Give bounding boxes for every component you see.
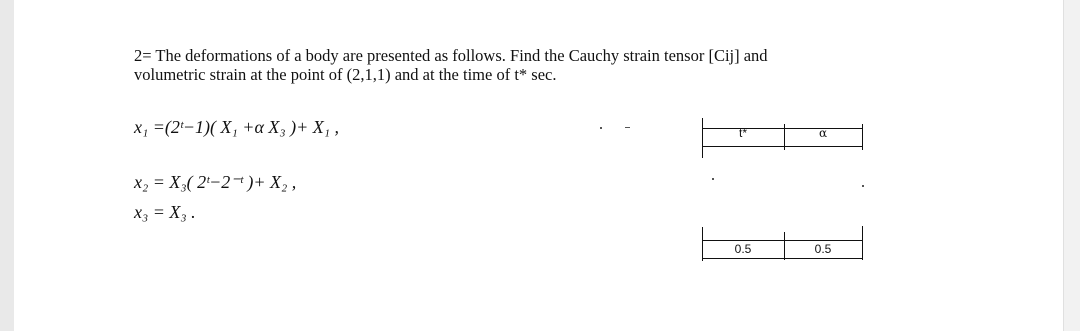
values-left-rule — [702, 227, 703, 261]
problem-line-2: volumetric strain at the point of (2,1,1) and at the time of t* sec. — [134, 65, 557, 84]
values-mid-rule — [784, 232, 785, 260]
equation-x3: x₃ = X₃ . — [134, 202, 196, 222]
table-header-t: t* — [738, 126, 747, 140]
values-right-rule — [862, 226, 863, 260]
problem-line-1: 2= The deformations of a body are presented as follows. Find the Cauchy strain tensor [Cij] and — [134, 46, 768, 65]
scan-dot — [712, 178, 714, 180]
scan-dot — [600, 127, 602, 129]
table-value-t: 0.5 — [734, 242, 752, 256]
table-bottom-rule — [702, 146, 862, 147]
table-right-rule — [862, 124, 863, 150]
table-left-rule — [702, 118, 703, 158]
equation-x1: x₁ =(2ᵗ−1)( X₁ +α X₃ )+ X₁ , — [134, 117, 340, 137]
equation-x2: x₂ = X₃( 2ᵗ−2⁻ᵗ )+ X₂ , — [134, 172, 297, 192]
values-top-rule — [702, 240, 862, 241]
values-bottom-rule — [702, 258, 862, 259]
scrollbar[interactable] — [1063, 0, 1080, 331]
table-header-alpha: α — [818, 126, 828, 140]
table-value-alpha: 0.5 — [814, 242, 832, 256]
table-mid-rule — [784, 124, 785, 150]
problem-statement — [134, 46, 934, 84]
scan-dash — [625, 127, 630, 128]
scan-dot — [862, 185, 864, 187]
